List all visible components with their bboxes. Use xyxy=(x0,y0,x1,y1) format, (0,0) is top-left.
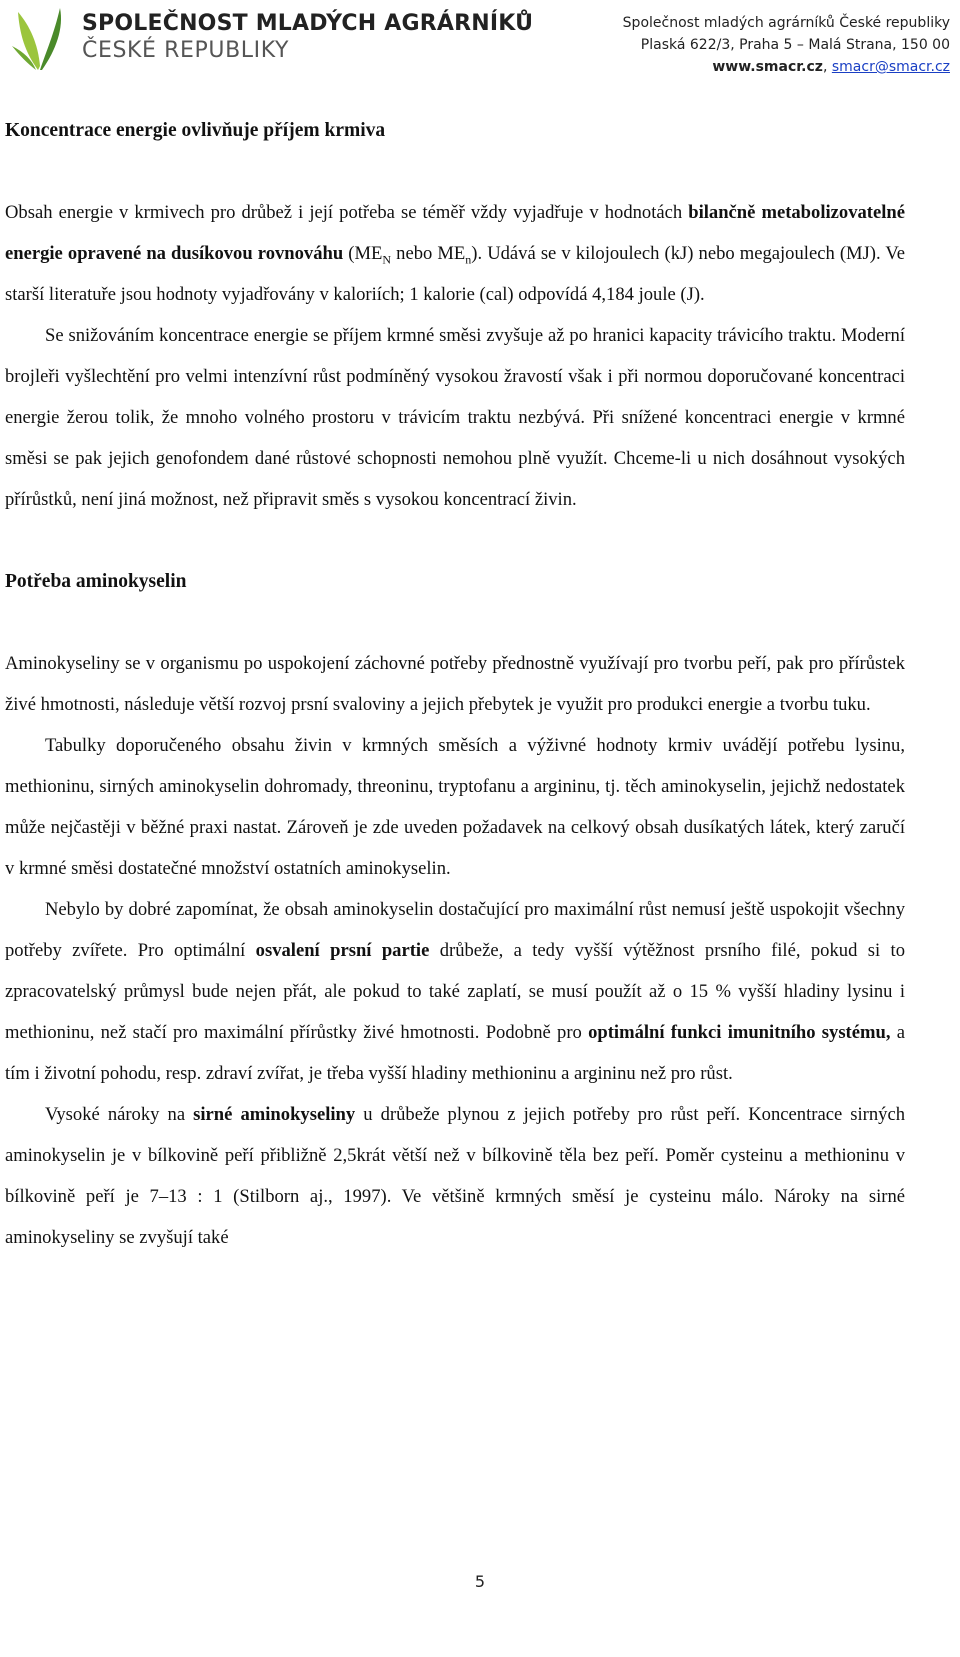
text-run: a tím i životní pohodu, resp. zdraví zvířat, je třeba vyšší hladiny methioninu a argininu než pro růst. xyxy=(5,1022,905,1084)
brand-name xyxy=(82,10,533,64)
text-run: u drůbeže plynou z jejich potřeby pro růst peří. Koncentrace sirných aminokyselin je v bílkovině peří přibližně 2,5krát větší než v bílkovině těla bez peří. Poměr cysteinu a methioninu v bílkovině peří je 7–13 : 1 (Stilborn aj., 1997). Ve většině krmných směsí je cysteinu málo. Nároky na sirné aminokyseliny se zvyšují také xyxy=(5,1104,906,1248)
paragraph: Se snižováním koncentrace energie se příjem krmné směsi zvyšuje až po hranici kapacity trávicího traktu. Moderní brojleři vyšlechtění pro velmi intenzívní růst podmíněný vysokou žravostí však i při normou doporučované koncentraci energie žerou tolik, že mnoho volného prostoru v trávicím traktu nezbývá. Při snížené koncentraci energie v krmné směsi se pak jejich genofondem dané růstové schopnosti nemohou plně využít. Chceme-li u nich dosáhnout vysokých přírůstků, není jiná možnost, než připravit směs s vysokou koncentrací živin. xyxy=(5,325,905,510)
text-run: (ME xyxy=(343,243,383,264)
contact-block xyxy=(623,12,950,78)
contact-address: Plaská 622/3, Praha 5 – Malá Strana, 150 00 xyxy=(640,37,950,53)
bold-term: sirné aminokyseliny xyxy=(193,1104,356,1125)
contact-links xyxy=(623,56,950,78)
bold-term: optimální funkci imunitního systému, xyxy=(588,1022,891,1043)
text-run: nebo ME xyxy=(391,243,466,264)
subscript: N xyxy=(382,252,392,267)
brand-line-2: ČESKÉ REPUBLIKY xyxy=(82,38,290,63)
text-run: drůbeže, a tedy vyšší výtěžnost prsního filé, pokud si to zpracovatelský průmysl bude nejen přát, ale pokud to také zaplatí, se musí použít až o 15 % vyšší hladiny lysinu i methioninu, než stačí pro maximální přírůstky živé hmotnosti. Podobně pro xyxy=(5,940,905,1043)
paragraph xyxy=(5,889,905,1094)
contact-organization: Společnost mladých agrárníků České republiky xyxy=(622,15,950,31)
section-heading-energy: Koncentrace energie ovlivňuje příjem krmiva xyxy=(5,120,386,141)
text-run: Vysoké nároky na xyxy=(45,1104,194,1125)
paragraph xyxy=(5,192,905,315)
paragraph: Aminokyseliny se v organismu po uspokojení záchovné potřeby přednostně využívají pro tvorbu peří, pak pro přírůstek živé hmotnosti, následuje větší rozvoj prsní svaloviny a jejich přebytek je využit pro produkci energie a tvorbu tuku. xyxy=(5,653,905,715)
page-header xyxy=(0,0,960,90)
paragraph: Tabulky doporučeného obsahu živin v krmných směsích a výživné hodnoty krmiv uvádějí potřebu lysinu, methioninu, sirných aminokyselin dohromady, threoninu, tryptofanu a argininu, tj. těch aminokyselin, jejichž nedostatek může nejčastěji v běžné praxi nastat. Zároveň je zde uveden požadavek na celkový obsah dusíkatých látek, který zaručí v krmné směsi dostatečné množství ostatních aminokyselin. xyxy=(5,735,905,879)
brand-line-1: SPOLEČNOST MLADÝCH AGRÁRNÍKŮ xyxy=(82,11,534,36)
text-run: ). Udává se v kilojoulech (kJ) nebo megajoulech (MJ). Ve starší literatuře jsou hodnoty vyjadřovány v kaloriích; 1 kalorie (cal) odpovídá 4,184 joule (J). xyxy=(5,243,905,305)
text-run: Obsah energie v krmivech pro drůbež i její potřeba se téměř vždy vyjadřuje v hodnotách xyxy=(5,202,689,223)
text-run: Nebylo by dobré zapomínat, že obsah aminokyselin dostačující pro maximální růst nemusí ještě uspokojit všechny potřeby zvířete. Pro optimální xyxy=(5,899,905,961)
subscript: n xyxy=(465,252,472,267)
page-number: 5 xyxy=(474,1572,486,1591)
document-body xyxy=(5,110,905,1258)
email-link[interactable]: smacr@smacr.cz xyxy=(831,59,950,75)
bold-term: osvalení prsní partie xyxy=(255,940,430,961)
bold-term: bilančně metabolizovatelné energie opravené na dusíkovou rovnováhu xyxy=(5,202,905,264)
contact-separator: , xyxy=(822,59,832,75)
wheat-leaf-logo-icon xyxy=(10,4,66,72)
section-heading-amino-acids: Potřeba aminokyselin xyxy=(5,571,187,592)
website-link[interactable]: www.smacr.cz xyxy=(712,59,823,75)
paragraph xyxy=(5,1094,905,1258)
